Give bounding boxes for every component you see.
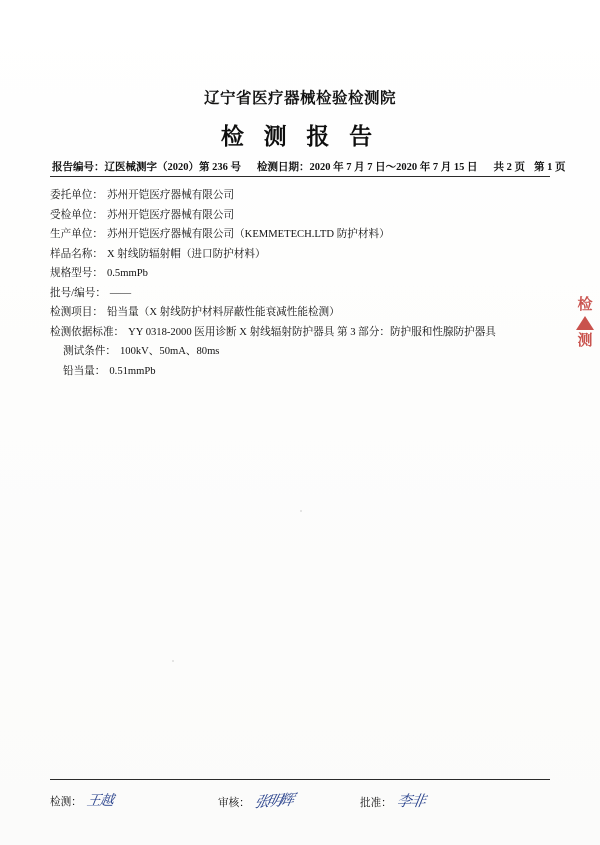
field-row [63, 362, 560, 382]
field-value: 0.5mmPb [106, 268, 148, 279]
field-row [50, 225, 560, 245]
field-label: 样品名称： [50, 248, 103, 260]
stamp-arrow-icon [576, 316, 594, 330]
field-value: 苏州开铠医疗器械有限公司（KEMMETECH.LTD 防护材料） [106, 229, 390, 240]
field-row [50, 284, 560, 304]
detector-cell [50, 790, 113, 810]
field-label: 测试条件： [63, 346, 116, 357]
field-label: 批号/编号： [50, 287, 106, 299]
field-label: 规格型号： [50, 268, 103, 279]
approver-label: 批准： [360, 798, 392, 809]
organization-title: 辽宁省医疗器械检验检测院 [203, 90, 396, 107]
field-value: 苏州开铠医疗器械有限公司 [106, 209, 235, 221]
field-row [50, 186, 560, 206]
field-value: YY 0318-2000 医用诊断 X 射线辐射防护器具 第 3 部分：防护服和性腺防护器具 [128, 326, 496, 338]
field-label: 委托单位： [50, 190, 103, 201]
field-value: 100kV、50mA、80ms [119, 346, 220, 357]
header-divider [50, 176, 550, 177]
field-row [50, 303, 560, 323]
approver-signature: 李非 [395, 792, 427, 810]
field-value: X 射线防辐射帽（进口防护材料） [106, 248, 266, 260]
field-label: 铅当量： [63, 365, 106, 377]
reviewer-cell [218, 790, 291, 811]
field-row [50, 323, 560, 343]
footer-divider [50, 779, 550, 780]
field-label: 受检单位： [50, 209, 103, 221]
field-row [63, 342, 560, 362]
test-date-value: 2020 年 7 月 7 日～2020 年 7 月 15 日 [309, 162, 478, 173]
field-value: 铅当量（X 射线防护材料屏蔽性能衰减性能检测） [106, 307, 340, 318]
detector-label: 检测： [50, 797, 82, 808]
approver-cell [360, 790, 425, 811]
field-label: 检测项目： [50, 307, 103, 318]
stamp-text-bottom: 测 [577, 333, 593, 349]
scan-speck [172, 660, 174, 662]
reviewer-signature: 张明辉 [252, 790, 293, 812]
field-value: 苏州开铠医疗器械有限公司 [106, 190, 235, 201]
scan-speck [300, 510, 302, 512]
detector-signature: 王越 [85, 793, 114, 809]
field-row [50, 245, 560, 265]
field-row [50, 206, 560, 226]
report-number-label: 报告编号： [52, 162, 105, 173]
field-label: 检测依据标准： [50, 326, 125, 338]
fields-block [50, 186, 560, 381]
current-page: 第 1 页 [534, 162, 566, 173]
field-value: —— [109, 287, 132, 299]
signature-footer [50, 786, 555, 820]
field-value: 0.51mmPb [109, 365, 156, 377]
field-label: 生产单位： [50, 229, 103, 240]
stamp-text-top: 检 [577, 297, 593, 313]
total-pages: 共 2 页 [493, 162, 525, 173]
report-number-value: 辽医械测字（2020）第 236 号 [104, 162, 241, 173]
header-meta-row [52, 159, 566, 174]
reviewer-label: 审核： [218, 798, 250, 809]
test-date-label: 检测日期： [257, 162, 310, 173]
document-title: 检 测 报 告 [220, 124, 380, 149]
red-stamp-icon [572, 296, 598, 388]
field-row [50, 264, 560, 284]
